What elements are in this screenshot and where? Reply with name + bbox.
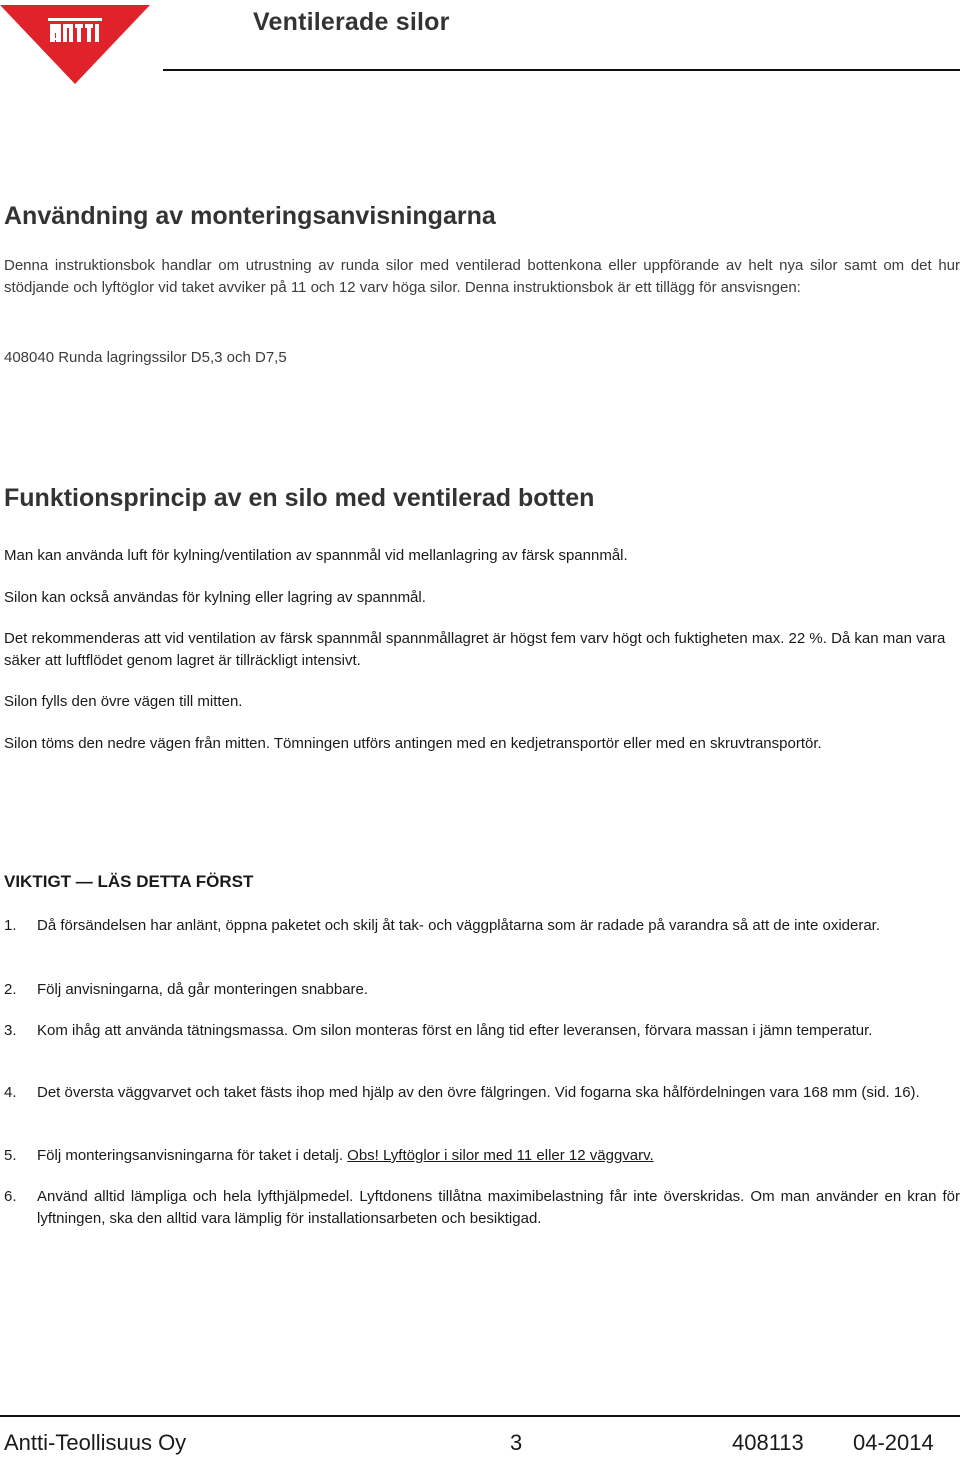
- principle-paragraph-4: Silon fylls den övre vägen till mitten.: [4, 693, 243, 710]
- document-title: Ventilerade silor: [253, 8, 450, 36]
- list-item-number: 4.: [4, 1084, 17, 1101]
- header-divider: [163, 69, 960, 71]
- footer-company: Antti-Teollisuus Oy: [4, 1430, 187, 1455]
- footer-divider: [0, 1415, 960, 1417]
- list-item: [4, 1186, 960, 1230]
- list-item: [4, 915, 960, 937]
- list-item-number: 2.: [4, 981, 17, 998]
- list-item: [4, 1082, 960, 1104]
- list-item-number: 3.: [4, 1022, 17, 1039]
- principle-paragraph-1: Man kan använda luft för kylning/ventilation av spannmål vid mellanlagring av färsk spannmål.: [4, 547, 628, 564]
- footer-document-number: 408113: [732, 1430, 804, 1455]
- list-item-text: Följ monteringsanvisningarna för taket i detalj.: [37, 1147, 343, 1164]
- section-heading-usage: Användning av monteringsanvisningarna: [4, 202, 496, 230]
- lifting-lug-note: Obs! Lyftöglor i silor med 11 eller 12 väggvarv.: [347, 1147, 654, 1164]
- list-item-text: Det översta väggvarvet och taket fästs ihop med hjälp av den övre fälgringen. Vid fogarna ska hålfördelningen vara 168 mm (sid. 16).: [37, 1084, 920, 1101]
- list-item-number: 6.: [4, 1188, 17, 1205]
- principle-paragraph-5: Silon töms den nedre vägen från mitten. Tömningen utförs antingen med en kedjetransportör eller med en skruvtransportör.: [4, 735, 822, 752]
- list-item-text: Då försändelsen har anlänt, öppna paketet och skilj åt tak- och väggplåtarna som är radade på varandra så att de inte oxiderar.: [37, 917, 881, 934]
- list-item: [4, 1020, 960, 1042]
- list-item-number: 5.: [4, 1147, 17, 1164]
- footer-page-number: 3: [510, 1430, 523, 1455]
- list-item-text: Använd alltid lämpliga och hela lyfthjälpmedel. Lyftdonens tillåtna maximibelastning får inte överskridas. Om man använder en kran för lyftningen, ska den alltid vara lämplig för installationsarbeten och besiktigad.: [37, 1188, 960, 1227]
- principle-paragraph-2: Silon kan också användas för kylning eller lagring av spannmål.: [4, 589, 426, 606]
- list-item-number: 1.: [4, 917, 17, 934]
- principle-paragraph-3: Det rekommenderas att vid ventilation av färsk spannmål spannmållagret är högst fem varv högt och fuktigheten max. 22 %. Då kan man vara säker att luftflödet genom lagret är tillräckligt intensivt.: [4, 630, 946, 669]
- list-item-content: [37, 1145, 960, 1167]
- important-heading: VIKTIGT — LÄS DETTA FÖRST: [4, 872, 254, 891]
- list-item: [4, 1145, 960, 1167]
- antti-logo: [0, 0, 150, 86]
- intro-paragraph: Denna instruktionsbok handlar om utrustning av runda silor med ventilerad bottenkona eller uppförande av helt nya silor samt om det hur stödjande och lyftöglor vid taket avviker på 11 och 12 varv höga silor. Denna instruktionsbok är ett tillägg för ansvisngen:: [4, 257, 960, 296]
- list-item: [4, 979, 960, 1001]
- list-item-text: Kom ihåg att använda tätningsmassa. Om silon monteras först en lång tid efter leveransen, förvara massan i jämn temperatur.: [37, 1022, 873, 1039]
- reference-document: 408040 Runda lagringssilor D5,3 och D7,5: [4, 349, 287, 366]
- list-item-text: Följ anvisningarna, då går monteringen snabbare.: [37, 981, 369, 998]
- footer-date: 04-2014: [853, 1430, 934, 1455]
- section-heading-principle: Funktionsprincip av en silo med ventilerad botten: [4, 484, 595, 512]
